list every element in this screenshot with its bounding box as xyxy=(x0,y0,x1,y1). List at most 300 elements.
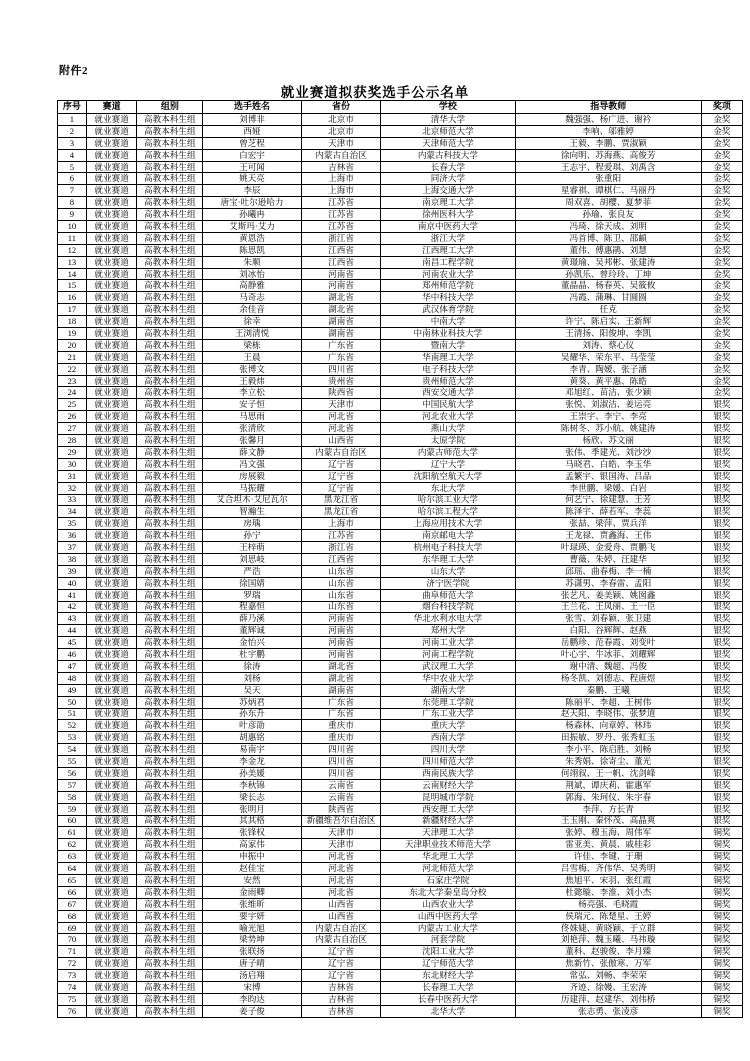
table-row xyxy=(58,209,743,221)
cell-province: 重庆市 xyxy=(301,732,380,744)
cell-no: 28 xyxy=(58,435,87,447)
cell-no: 39 xyxy=(58,565,87,577)
cell-group: 高教本科生组 xyxy=(137,649,203,661)
cell-no: 41 xyxy=(58,589,87,601)
cell-province: 广东省 xyxy=(301,696,380,708)
cell-no: 68 xyxy=(58,910,87,922)
cell-no: 36 xyxy=(58,530,87,542)
cell-track: 就业赛道 xyxy=(86,435,137,447)
cell-name: 李金龙 xyxy=(203,756,302,768)
cell-group: 高教本科生组 xyxy=(137,423,203,435)
cell-school: 杭州电子科技大学 xyxy=(381,542,515,554)
cell-province: 辽宁省 xyxy=(301,958,380,970)
cell-school: 曲阜师范大学 xyxy=(381,589,515,601)
table-row xyxy=(58,363,743,375)
cell-group: 高教本科生组 xyxy=(137,946,203,958)
cell-group: 高教本科生组 xyxy=(137,672,203,684)
cell-advisors: 焦新竹、张傲寒、万军 xyxy=(515,958,701,970)
column-header-name: 选手姓名 xyxy=(203,101,302,114)
cell-no: 49 xyxy=(58,684,87,696)
cell-advisors: 冯霞、蒲琳、甘圆圆 xyxy=(515,292,701,304)
cell-award: 铜奖 xyxy=(701,898,742,910)
cell-advisors: 王崇宇、李宁、李亮 xyxy=(515,411,701,423)
cell-province: 山东省 xyxy=(301,589,380,601)
cell-advisors: 王兰花、王凤丽、王一臣 xyxy=(515,601,701,613)
cell-track: 就业赛道 xyxy=(86,791,137,803)
cell-province: 江苏省 xyxy=(301,209,380,221)
cell-province: 天津市 xyxy=(301,399,380,411)
cell-award: 金奖 xyxy=(701,280,742,292)
cell-name: 曾芝程 xyxy=(203,137,302,149)
cell-province: 江苏省 xyxy=(301,197,380,209)
cell-award: 银奖 xyxy=(701,518,742,530)
cell-track: 就业赛道 xyxy=(86,399,137,411)
cell-group: 高教本科生组 xyxy=(137,720,203,732)
cell-name: 王浏清悦 xyxy=(203,328,302,340)
cell-advisors: 朱秀娟、徐寄尘、董光 xyxy=(515,756,701,768)
cell-school: 南昌工程学院 xyxy=(381,256,515,268)
cell-track: 就业赛道 xyxy=(86,577,137,589)
cell-no: 58 xyxy=(58,791,87,803)
cell-group: 高教本科生组 xyxy=(137,827,203,839)
cell-school: 同济大学 xyxy=(381,173,515,185)
cell-group: 高教本科生组 xyxy=(137,684,203,696)
cell-no: 11 xyxy=(58,232,87,244)
cell-no: 1 xyxy=(58,114,87,126)
cell-advisors: 吴耀华、荣东平、马莹莹 xyxy=(515,351,701,363)
cell-province: 辽宁省 xyxy=(301,458,380,470)
cell-track: 就业赛道 xyxy=(86,946,137,958)
cell-group: 高教本科生组 xyxy=(137,506,203,518)
cell-name: 孙东升 xyxy=(203,708,302,720)
cell-school: 重庆大学 xyxy=(381,720,515,732)
cell-name: 安然 xyxy=(203,875,302,887)
cell-school: 天津师范大学 xyxy=(381,137,515,149)
cell-no: 62 xyxy=(58,839,87,851)
cell-track: 就业赛道 xyxy=(86,993,137,1005)
cell-award: 金奖 xyxy=(701,387,742,399)
cell-school: 北华大学 xyxy=(381,1005,515,1017)
cell-no: 21 xyxy=(58,351,87,363)
cell-group: 高教本科生组 xyxy=(137,577,203,589)
cell-school: 郑州大学 xyxy=(381,625,515,637)
cell-track: 就业赛道 xyxy=(86,649,137,661)
cell-no: 14 xyxy=(58,268,87,280)
cell-track: 就业赛道 xyxy=(86,613,137,625)
cell-advisors: 李世鹏、梁媛、白岩 xyxy=(515,482,701,494)
cell-award: 银奖 xyxy=(701,672,742,684)
cell-track: 就业赛道 xyxy=(86,351,137,363)
cell-award: 铜奖 xyxy=(701,851,742,863)
cell-school: 济宁医学院 xyxy=(381,577,515,589)
cell-name: 叶彦劭 xyxy=(203,720,302,732)
cell-award: 金奖 xyxy=(701,304,742,316)
table-row xyxy=(58,637,743,649)
cell-group: 高教本科生组 xyxy=(137,387,203,399)
table-row xyxy=(58,589,743,601)
cell-award: 银奖 xyxy=(701,506,742,518)
cell-school: 东北大学 xyxy=(381,482,515,494)
cell-no: 64 xyxy=(58,863,87,875)
cell-no: 29 xyxy=(58,446,87,458)
cell-province: 黑龙江省 xyxy=(301,506,380,518)
cell-award: 金奖 xyxy=(701,351,742,363)
cell-group: 高教本科生组 xyxy=(137,494,203,506)
cell-no: 69 xyxy=(58,922,87,934)
cell-name: 艾斯玛·艾力 xyxy=(203,221,302,233)
cell-school: 南京中医药大学 xyxy=(381,221,515,233)
cell-award: 银奖 xyxy=(701,779,742,791)
cell-no: 13 xyxy=(58,256,87,268)
cell-name: 李立松 xyxy=(203,387,302,399)
page-title: 就业赛道拟获奖选手公示名单 xyxy=(280,85,470,100)
cell-group: 高教本科生组 xyxy=(137,209,203,221)
cell-school: 徐州医科大学 xyxy=(381,209,515,221)
cell-group: 高教本科生组 xyxy=(137,1005,203,1017)
cell-award: 银奖 xyxy=(701,720,742,732)
cell-no: 61 xyxy=(58,827,87,839)
cell-name: 刘博非 xyxy=(203,114,302,126)
table-row xyxy=(58,185,743,197)
cell-group: 高教本科生组 xyxy=(137,470,203,482)
cell-province: 山西省 xyxy=(301,910,380,922)
cell-track: 就业赛道 xyxy=(86,125,137,137)
cell-group: 高教本科生组 xyxy=(137,696,203,708)
table-row xyxy=(58,910,743,922)
cell-province: 内蒙古自治区 xyxy=(301,149,380,161)
table-row xyxy=(58,149,743,161)
cell-school: 河北师范大学 xyxy=(381,863,515,875)
cell-province: 山西省 xyxy=(301,898,380,910)
table-row xyxy=(58,553,743,565)
cell-no: 42 xyxy=(58,601,87,613)
table-row xyxy=(58,446,743,458)
cell-name: 易南宇 xyxy=(203,744,302,756)
cell-name: 张明月 xyxy=(203,803,302,815)
cell-no: 63 xyxy=(58,851,87,863)
cell-name: 徐幸 xyxy=(203,316,302,328)
cell-award: 铜奖 xyxy=(701,982,742,994)
table-row xyxy=(58,280,743,292)
cell-award: 银奖 xyxy=(701,613,742,625)
cell-school: 河南工程学院 xyxy=(381,649,515,661)
cell-award: 银奖 xyxy=(701,435,742,447)
cell-province: 河南省 xyxy=(301,637,380,649)
table-row xyxy=(58,328,743,340)
cell-advisors: 冯琦、徐天成、刘明 xyxy=(515,221,701,233)
cell-group: 高教本科生组 xyxy=(137,173,203,185)
cell-advisors: 黄璟瑜、吴邦彬、张建涛 xyxy=(515,256,701,268)
cell-track: 就业赛道 xyxy=(86,827,137,839)
column-header-province: 省份 xyxy=(301,101,380,114)
cell-advisors: 苏潇男、李春雷、孟阳 xyxy=(515,577,701,589)
cell-award: 铜奖 xyxy=(701,886,742,898)
cell-school: 长春大学 xyxy=(381,161,515,173)
cell-award: 银奖 xyxy=(701,815,742,827)
cell-award: 银奖 xyxy=(701,589,742,601)
cell-no: 8 xyxy=(58,197,87,209)
cell-track: 就业赛道 xyxy=(86,898,137,910)
cell-name: 刘冰怡 xyxy=(203,268,302,280)
table-row xyxy=(58,970,743,982)
cell-group: 高教本科生组 xyxy=(137,993,203,1005)
cell-advisors: 徐向明、苏海燕、高俊芳 xyxy=(515,149,701,161)
cell-track: 就业赛道 xyxy=(86,815,137,827)
table-row xyxy=(58,197,743,209)
cell-track: 就业赛道 xyxy=(86,803,137,815)
cell-name: 王毅炜 xyxy=(203,375,302,387)
table-body xyxy=(58,114,743,1018)
cell-group: 高教本科生组 xyxy=(137,779,203,791)
cell-no: 70 xyxy=(58,934,87,946)
table-row xyxy=(58,244,743,256)
cell-province: 湖北省 xyxy=(301,660,380,672)
table-row xyxy=(58,292,743,304)
table-row xyxy=(58,851,743,863)
cell-track: 就业赛道 xyxy=(86,173,137,185)
cell-advisors: 李小平、陈启胜、刘畅 xyxy=(515,744,701,756)
cell-school: 东北大学秦皇岛分校 xyxy=(381,886,515,898)
cell-group: 高教本科生组 xyxy=(137,221,203,233)
cell-school: 湖南大学 xyxy=(381,684,515,696)
cell-track: 就业赛道 xyxy=(86,530,137,542)
cell-advisors: 秦鹏、王曦 xyxy=(515,684,701,696)
cell-name: 王梓萌 xyxy=(203,542,302,554)
cell-school: 北京师范大学 xyxy=(381,125,515,137)
table-row xyxy=(58,827,743,839)
cell-name: 杜宇鹏 xyxy=(203,649,302,661)
cell-name: 刘杨 xyxy=(203,672,302,684)
cell-no: 23 xyxy=(58,375,87,387)
cell-province: 上海市 xyxy=(301,518,380,530)
table-row xyxy=(58,375,743,387)
cell-no: 7 xyxy=(58,185,87,197)
cell-name: 李秋锦 xyxy=(203,779,302,791)
cell-school: 沈阳航空航天大学 xyxy=(381,470,515,482)
cell-advisors: 历建萍、赵建华、刘伟桥 xyxy=(515,993,701,1005)
cell-school: 河南工业大学 xyxy=(381,637,515,649)
cell-school: 暨南大学 xyxy=(381,339,515,351)
cell-province: 湖北省 xyxy=(301,304,380,316)
cell-group: 高教本科生组 xyxy=(137,886,203,898)
cell-group: 高教本科生组 xyxy=(137,851,203,863)
cell-name: 张联扬 xyxy=(203,946,302,958)
cell-track: 就业赛道 xyxy=(86,518,137,530)
cell-name: 马奇志 xyxy=(203,292,302,304)
cell-track: 就业赛道 xyxy=(86,446,137,458)
cell-track: 就业赛道 xyxy=(86,137,137,149)
cell-name: 罗瑞 xyxy=(203,589,302,601)
cell-school: 武汉体育学院 xyxy=(381,304,515,316)
cell-no: 43 xyxy=(58,613,87,625)
table-row xyxy=(58,839,743,851)
cell-no: 22 xyxy=(58,363,87,375)
cell-advisors: 王龙禄、贾鑫海、王伟 xyxy=(515,530,701,542)
cell-track: 就业赛道 xyxy=(86,779,137,791)
cell-name: 西娅 xyxy=(203,125,302,137)
cell-province: 重庆市 xyxy=(301,720,380,732)
cell-advisors: 陈丽平、李超、王树伟 xyxy=(515,696,701,708)
table-row xyxy=(58,339,743,351)
cell-school: 华中农业大学 xyxy=(381,672,515,684)
cell-group: 高教本科生组 xyxy=(137,756,203,768)
cell-group: 高教本科生组 xyxy=(137,125,203,137)
cell-advisors: 叶心宇、牛冰菲、刘耀辉 xyxy=(515,649,701,661)
cell-group: 高教本科生组 xyxy=(137,839,203,851)
cell-province: 浙江省 xyxy=(301,232,380,244)
cell-name: 马振耀 xyxy=(203,482,302,494)
cell-school: 华中科技大学 xyxy=(381,292,515,304)
table-row xyxy=(58,815,743,827)
cell-advisors: 侯瑞元、陈楚星、王婷 xyxy=(515,910,701,922)
cell-school: 内蒙古师范大学 xyxy=(381,446,515,458)
cell-award: 金奖 xyxy=(701,339,742,351)
cell-advisors: 王清扬、阳俊坤、李凯 xyxy=(515,328,701,340)
cell-group: 高教本科生组 xyxy=(137,292,203,304)
table-row xyxy=(58,684,743,696)
cell-track: 就业赛道 xyxy=(86,482,137,494)
cell-name: 梁势坤 xyxy=(203,934,302,946)
cell-school: 内蒙古工业大学 xyxy=(381,922,515,934)
cell-group: 高教本科生组 xyxy=(137,197,203,209)
cell-track: 就业赛道 xyxy=(86,958,137,970)
cell-school: 江西理工大学 xyxy=(381,244,515,256)
cell-group: 高教本科生组 xyxy=(137,898,203,910)
cell-name: 孙曦冉 xyxy=(203,209,302,221)
cell-award: 银奖 xyxy=(701,660,742,672)
cell-track: 就业赛道 xyxy=(86,922,137,934)
cell-award: 银奖 xyxy=(701,542,742,554)
cell-track: 就业赛道 xyxy=(86,232,137,244)
table-row xyxy=(58,708,743,720)
cell-school: 山西农业大学 xyxy=(381,898,515,910)
table-row xyxy=(58,268,743,280)
cell-group: 高教本科生组 xyxy=(137,637,203,649)
cell-track: 就业赛道 xyxy=(86,292,137,304)
cell-province: 天津市 xyxy=(301,137,380,149)
cell-province: 江西省 xyxy=(301,244,380,256)
cell-name: 余佳音 xyxy=(203,304,302,316)
cell-no: 12 xyxy=(58,244,87,256)
cell-award: 金奖 xyxy=(701,232,742,244)
cell-province: 辽宁省 xyxy=(301,946,380,958)
cell-group: 高教本科生组 xyxy=(137,708,203,720)
cell-province: 天津市 xyxy=(301,827,380,839)
cell-track: 就业赛道 xyxy=(86,1005,137,1017)
cell-award: 银奖 xyxy=(701,411,742,423)
cell-no: 59 xyxy=(58,803,87,815)
table-row xyxy=(58,304,743,316)
cell-group: 高教本科生组 xyxy=(137,268,203,280)
cell-group: 高教本科生组 xyxy=(137,399,203,411)
cell-province: 广东省 xyxy=(301,339,380,351)
cell-award: 金奖 xyxy=(701,173,742,185)
cell-no: 27 xyxy=(58,423,87,435)
cell-advisors: 郭海、朱珂仪、朱宇春 xyxy=(515,791,701,803)
cell-group: 高教本科生组 xyxy=(137,328,203,340)
cell-name: 王可闻 xyxy=(203,161,302,173)
cell-province: 湖南省 xyxy=(301,328,380,340)
cell-name: 安子恒 xyxy=(203,399,302,411)
cell-track: 就业赛道 xyxy=(86,553,137,565)
cell-name: 梁长志 xyxy=(203,791,302,803)
cell-award: 银奖 xyxy=(701,756,742,768)
cell-advisors: 赵天阳、李晓伟、张梦道 xyxy=(515,708,701,720)
cell-province: 辽宁省 xyxy=(301,470,380,482)
cell-name: 吴天 xyxy=(203,684,302,696)
cell-no: 3 xyxy=(58,137,87,149)
cell-school: 西安理工大学 xyxy=(381,803,515,815)
cell-advisors: 荆斌、谭庆莉、霍惠军 xyxy=(515,779,701,791)
cell-award: 银奖 xyxy=(701,553,742,565)
cell-advisors: 董伟、傅惠鹃、刘慧 xyxy=(515,244,701,256)
attachment-label: 附件2 xyxy=(59,65,88,77)
cell-no: 60 xyxy=(58,815,87,827)
cell-no: 67 xyxy=(58,898,87,910)
cell-track: 就业赛道 xyxy=(86,708,137,720)
cell-province: 天津市 xyxy=(301,839,380,851)
cell-award: 铜奖 xyxy=(701,970,742,982)
cell-advisors: 王志宇、程爱琪、刘禹含 xyxy=(515,161,701,173)
cell-advisors: 王毅、李鹏、贾淑颖 xyxy=(515,137,701,149)
cell-school: 华南理工大学 xyxy=(381,351,515,363)
cell-name: 房瑀 xyxy=(203,518,302,530)
cell-track: 就业赛道 xyxy=(86,756,137,768)
cell-school: 河套学院 xyxy=(381,934,515,946)
cell-track: 就业赛道 xyxy=(86,268,137,280)
cell-advisors: 白阳、谷辉辉、赵燕 xyxy=(515,625,701,637)
cell-advisors: 杨亮强、毛晓霞 xyxy=(515,898,701,910)
cell-no: 73 xyxy=(58,970,87,982)
table-row xyxy=(58,779,743,791)
cell-advisors: 孙瑜、张良友 xyxy=(515,209,701,221)
cell-name: 张博文 xyxy=(203,363,302,375)
cell-advisors: 许宁、陈启实、王新辉 xyxy=(515,316,701,328)
cell-track: 就业赛道 xyxy=(86,696,137,708)
cell-award: 金奖 xyxy=(701,114,742,126)
cell-no: 2 xyxy=(58,125,87,137)
column-header-group: 组别 xyxy=(137,101,203,114)
table-row xyxy=(58,565,743,577)
cell-no: 26 xyxy=(58,411,87,423)
cell-no: 74 xyxy=(58,982,87,994)
cell-track: 就业赛道 xyxy=(86,256,137,268)
cell-school: 西安交通大学 xyxy=(381,387,515,399)
cell-province: 陕西省 xyxy=(301,387,380,399)
cell-province: 云南省 xyxy=(301,791,380,803)
cell-no: 25 xyxy=(58,399,87,411)
cell-province: 河北省 xyxy=(301,423,380,435)
cell-province: 四川省 xyxy=(301,756,380,768)
cell-advisors: 魏强强、杨广进、谢衿 xyxy=(515,114,701,126)
cell-award: 金奖 xyxy=(701,363,742,375)
cell-name: 高家伟 xyxy=(203,839,302,851)
cell-advisors: 马晓君、白皓、李玉华 xyxy=(515,458,701,470)
cell-school: 清华大学 xyxy=(381,114,515,126)
cell-province: 四川省 xyxy=(301,363,380,375)
cell-group: 高教本科生组 xyxy=(137,863,203,875)
cell-award: 金奖 xyxy=(701,268,742,280)
cell-advisors: 孟繁宇、银国涛、吕品 xyxy=(515,470,701,482)
cell-name: 智瀚生 xyxy=(203,506,302,518)
table-row xyxy=(58,458,743,470)
cell-name: 汤启翔 xyxy=(203,970,302,982)
cell-advisors: 邓旭红、苗洁、张少颖 xyxy=(515,387,701,399)
cell-province: 山东省 xyxy=(301,601,380,613)
cell-province: 辽宁省 xyxy=(301,970,380,982)
cell-name: 李昀达 xyxy=(203,993,302,1005)
cell-name: 张维昕 xyxy=(203,898,302,910)
